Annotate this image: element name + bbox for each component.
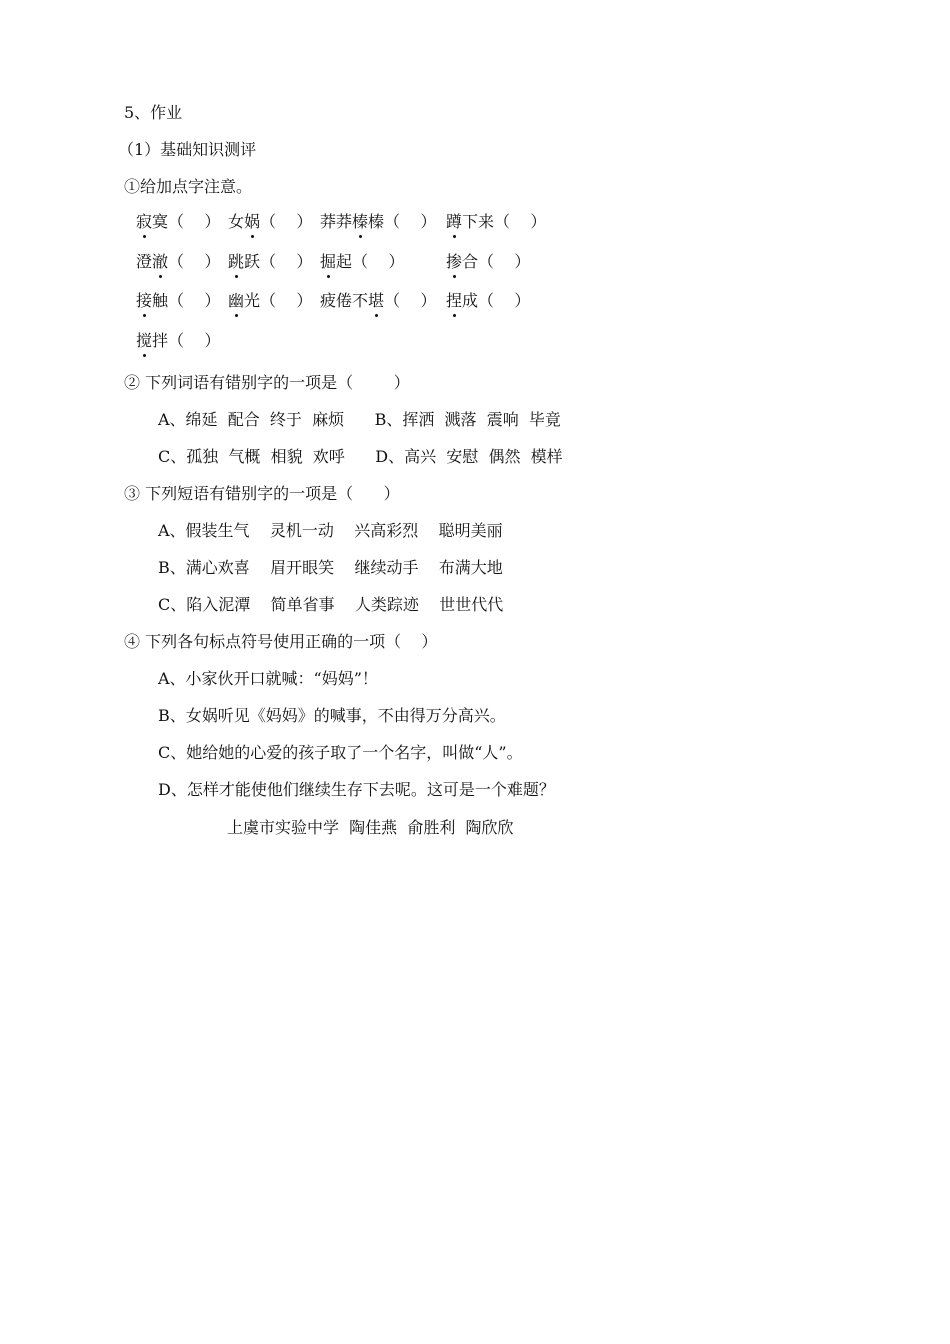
dotted-word-item (136, 212, 220, 232)
word-prefix: 莽莽 (320, 212, 353, 231)
dotted-word-item (446, 212, 546, 232)
dotted-word-item (136, 291, 220, 311)
word-suffix-with-blank: 跃（ ） (244, 252, 313, 271)
dotted-word-item (228, 212, 312, 232)
dotted-word-item (228, 291, 312, 311)
question-4-option-d: D、怎样才能使他们继续生存下去呢。这可是一个难题？ (158, 780, 555, 799)
dotted-character: 榛 (352, 212, 369, 231)
dotted-character: 娲 (244, 212, 261, 231)
dotted-character: 搅 (136, 331, 153, 350)
question-2-options-line-1: A、绵延 配合 终于 麻烦 B、挥洒 溅落 震响 毕竟 (158, 410, 561, 429)
dotted-character: 寂 (136, 212, 153, 231)
dotted-word-item (320, 252, 404, 272)
author-credit: 上虞市实验中学 陶佳燕 俞胜利 陶欣欣 (227, 818, 514, 837)
question-1-prompt: ①给加点字注意。 (124, 177, 253, 196)
dotted-character: 接 (136, 291, 153, 310)
word-suffix-with-blank: （ ） (168, 252, 221, 271)
question-4-option-a: A、小家伙开口就喊：“妈妈”！ (158, 669, 378, 688)
word-suffix-with-blank: 起（ ） (336, 252, 405, 271)
dotted-character: 捏 (446, 291, 463, 310)
dotted-word-item (320, 291, 436, 311)
dotted-character: 澈 (152, 252, 169, 271)
dotted-character: 堪 (368, 291, 385, 310)
word-suffix-with-blank: 下来（ ） (462, 212, 547, 231)
word-suffix-with-blank: 榛（ ） (368, 212, 437, 231)
question-2-prompt: ② 下列词语有错别字的一项是（ ） (124, 373, 410, 392)
question-2-options-line-2: C、孤独 气概 相貌 欢呼 D、高兴 安慰 偶然 模样 (158, 447, 563, 466)
question-3-option-a: A、假装生气 灵机一动 兴高彩烈 聪明美丽 (158, 521, 503, 540)
word-suffix-with-blank: 拌（ ） (152, 331, 221, 350)
question-3-prompt: ③ 下列短语有错别字的一项是（ ） (124, 484, 400, 503)
dotted-character: 蹲 (446, 212, 463, 231)
dotted-character: 掺 (446, 252, 463, 271)
question-4-option-c: C、她给她的心爱的孩子取了一个名字，叫做“人”。 (158, 743, 523, 762)
dotted-word-item (446, 252, 530, 272)
word-suffix-with-blank: 成（ ） (462, 291, 531, 310)
dotted-character: 掘 (320, 252, 337, 271)
word-suffix-with-blank: （ ） (384, 291, 437, 310)
dotted-word-item (136, 252, 220, 272)
word-prefix: 疲倦不 (320, 291, 369, 310)
question-3-option-c: C、陷入泥潭 简单省事 人类踪迹 世世代代 (158, 595, 504, 614)
word-suffix-with-blank: 光（ ） (244, 291, 313, 310)
word-suffix-with-blank: （ ） (260, 212, 313, 231)
question-3-option-b: B、满心欢喜 眉开眼笑 继续动手 布满大地 (158, 558, 503, 577)
word-prefix: 女 (228, 212, 245, 231)
question-4-option-b: B、女娲听见《妈妈》的喊事，不由得万分高兴。 (158, 706, 506, 725)
dotted-word-item (228, 252, 312, 272)
dotted-character: 跳 (228, 252, 245, 271)
dotted-word-item (320, 212, 436, 232)
dotted-character: 幽 (228, 291, 245, 310)
word-suffix-with-blank: 合（ ） (462, 252, 531, 271)
word-suffix-with-blank: 触（ ） (152, 291, 221, 310)
question-4-prompt: ④ 下列各句标点符号使用正确的一项（ ） (124, 632, 438, 651)
word-suffix-with-blank: 寞（ ） (152, 212, 221, 231)
dotted-word-item (136, 331, 220, 351)
dotted-word-item (446, 291, 530, 311)
section-heading: 5、作业 (124, 103, 183, 122)
subsection-heading: （1）基础知识测评 (118, 140, 257, 159)
word-prefix: 澄 (136, 252, 153, 271)
